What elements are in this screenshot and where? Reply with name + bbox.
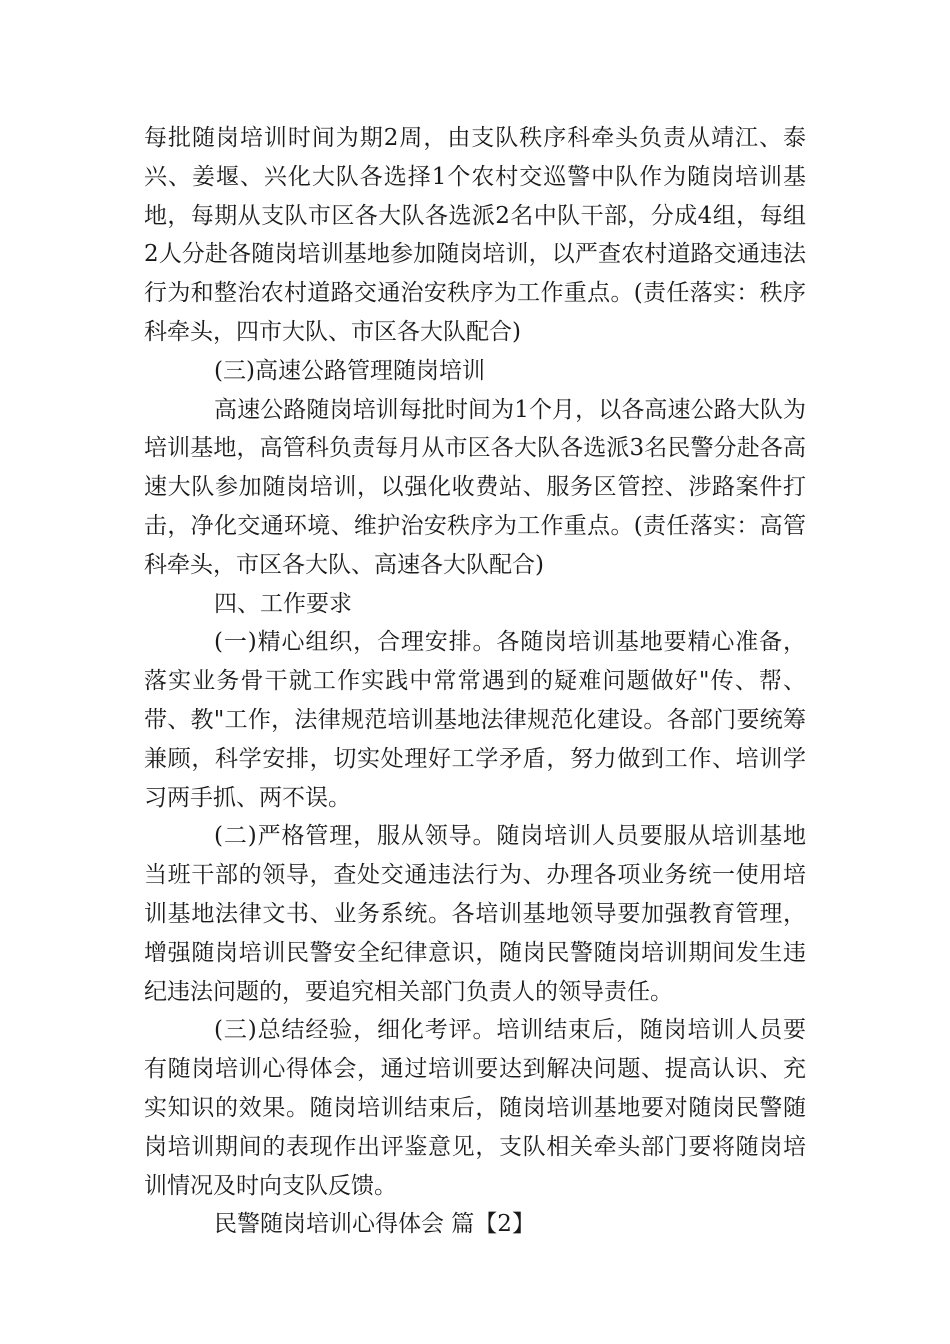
paragraph-requirement-1: (一)精心组织，合理安排。各随岗培训基地要精心准备，落实业务骨干就工作实践中常常遇到的疑难问题做好"传、帮、带、教"工作，法律规范培训基地法律规范化建设。各部门要统筹兼顾，科学安排，切实处理好工学矛盾，努力做到工作、培训学习两手抓、两不误。	[144, 629, 806, 811]
paragraph-requirement-2: (二)严格管理，服从领导。随岗培训人员要服从培训基地当班干部的领导，查处交通违法行为、办理各项业务统一使用培训基地法律文书、业务系统。各培训基地领导要加强教育管理，增强随岗培训民警安全纪律意识，随岗民警随岗培训期间发生违纪违法问题的，要追究相关部门负责人的领导责任。	[144, 823, 806, 1005]
heading-work-requirements: 四、工作要求	[214, 590, 352, 617]
paragraph-requirement-3: (三)总结经验，细化考评。培训结束后，随岗培训人员要有随岗培训心得体会，通过培训要达到解决问题、提高认识、充实知识的效果。随岗培训结束后，随岗培训基地要对随岗民警随岗培训期间的表现作出评鉴意见，支队相关牵头部门要将随岗培训情况及时向支队反馈。	[144, 1017, 806, 1199]
paragraph-rural-training: 每批随岗培训时间为期2周，由支队秩序科牵头负责从靖江、泰兴、姜堰、兴化大队各选择1个农村交巡警中队作为随岗培训基地，每期从支队市区各大队各选派2名中队干部，分成4组，每组2人分赴各随岗培训基地参加随岗培训，以严查农村道路交通违法行为和整治农村道路交通治安秩序为工作重点。(责任落实：秩序科牵头，四市大队、市区各大队配合)	[144, 125, 806, 345]
section-title-part-2: 民警随岗培训心得体会 篇【2】	[214, 1211, 535, 1238]
document-body	[144, 119, 806, 1244]
paragraph-highway-training: 高速公路随岗培训每批时间为1个月，以各高速公路大队为培训基地，高管科负责每月从市区各大队各选派3名民警分赴各高速大队参加随岗培训，以强化收费站、服务区管控、涉路案件打击，净化交通环境、维护治安秩序为工作重点。(责任落实：高管科牵头，市区各大队、高速各大队配合)	[144, 396, 806, 578]
heading-highway-training: (三)高速公路管理随岗培训	[214, 357, 485, 384]
